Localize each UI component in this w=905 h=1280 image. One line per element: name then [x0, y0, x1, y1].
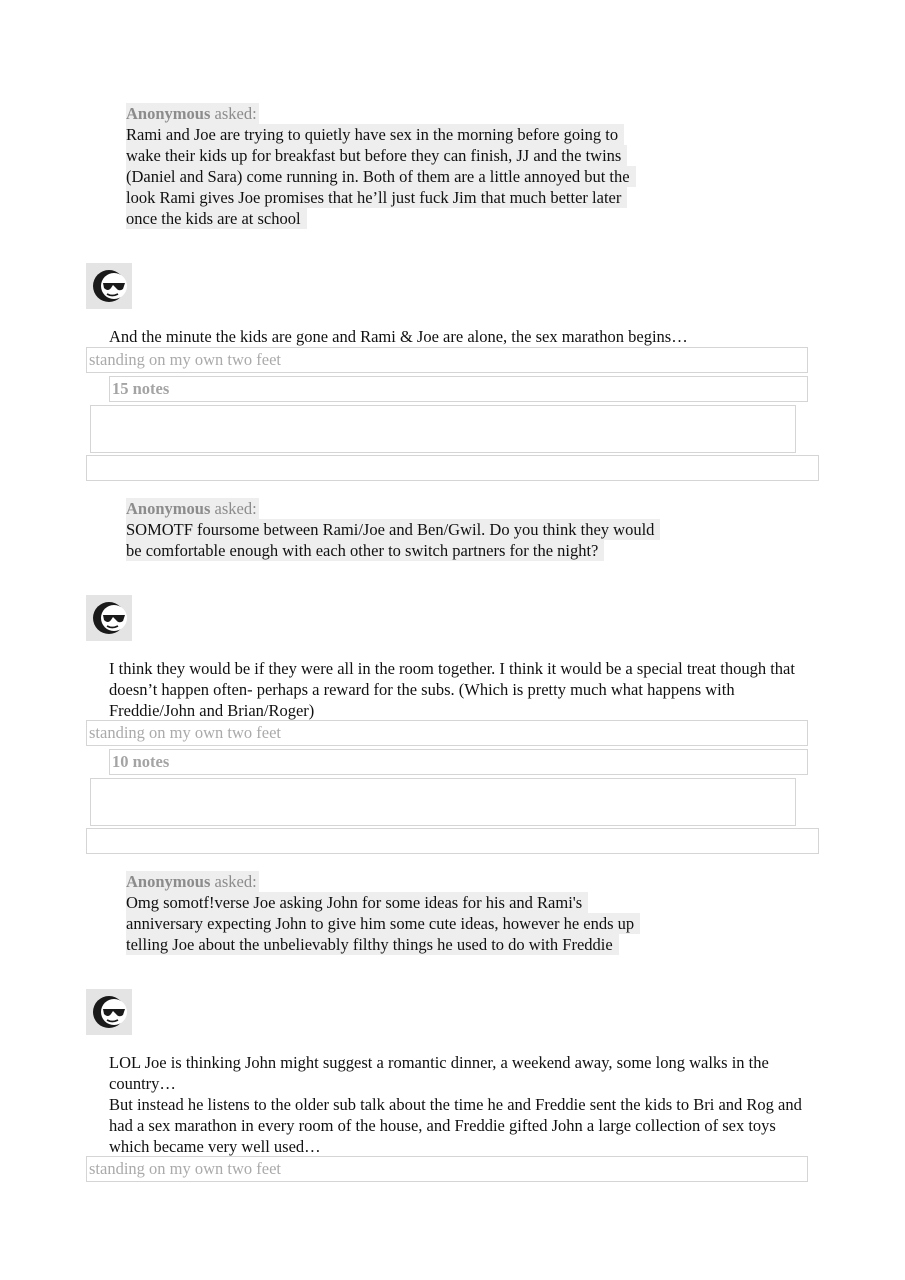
notes-count[interactable]: 15 notes: [109, 376, 808, 402]
avatar[interactable]: [86, 989, 132, 1035]
asker-name[interactable]: Anonymous: [126, 872, 211, 891]
question-line: anniversary expecting John to give him some cute ideas, however he ends up: [126, 913, 640, 934]
answer-paragraph: But instead he listens to the older sub talk about the time he and Freddie sent the kids to Bri and Rog and had a sex marathon in every room of the house, and Freddie gifted John a large collection of sex toys which became very well used…: [109, 1095, 802, 1156]
sunglasses-face-icon: [90, 267, 128, 305]
question-line: (Daniel and Sara) come running in. Both of them are a little annoyed but the: [126, 166, 636, 187]
question-line: be comfortable enough with each other to switch partners for the night?: [126, 540, 604, 561]
avatar[interactable]: [86, 263, 132, 309]
ask-block: [126, 103, 636, 229]
answer-text: [109, 1052, 804, 1157]
question-line: look Rami gives Joe promises that he’ll just fuck Jim that much better later: [126, 187, 627, 208]
asker-label: Anonymous asked:: [126, 104, 257, 123]
asker-label: Anonymous asked:: [126, 872, 257, 891]
asker-label: Anonymous asked:: [126, 499, 257, 518]
post-footer: [86, 455, 819, 481]
reblog-panel: [90, 778, 796, 826]
sunglasses-face-icon: [90, 993, 128, 1031]
answer-paragraph: LOL Joe is thinking John might suggest a romantic dinner, a weekend away, some long walks in the country…: [109, 1053, 769, 1093]
post-footer: [86, 828, 819, 854]
asker-name[interactable]: Anonymous: [126, 104, 211, 123]
source-link[interactable]: standing on my own two feet: [86, 720, 808, 746]
ask-block: [126, 871, 640, 955]
answer-text: [109, 658, 799, 721]
question-line: SOMOTF foursome between Rami/Joe and Ben/Gwil. Do you think they would: [126, 519, 660, 540]
question-line: telling Joe about the unbelievably filthy things he used to do with Freddie: [126, 934, 619, 955]
answer-paragraph: I think they would be if they were all in the room together. I think it would be a special treat though that doesn’t happen often- perhaps a reward for the subs. (Which is pretty much what happens with Freddie/John and Brian/Roger): [109, 659, 795, 720]
asker-name[interactable]: Anonymous: [126, 499, 211, 518]
notes-count[interactable]: 10 notes: [109, 749, 808, 775]
avatar[interactable]: [86, 595, 132, 641]
question-line: Rami and Joe are trying to quietly have sex in the morning before going to: [126, 124, 624, 145]
question-line: wake their kids up for breakfast but before they can finish, JJ and the twins: [126, 145, 627, 166]
source-link[interactable]: standing on my own two feet: [86, 1156, 808, 1182]
question-line: Omg somotf!verse Joe asking John for some ideas for his and Rami's: [126, 892, 588, 913]
reblog-panel: [90, 405, 796, 453]
answer-text: [109, 326, 809, 347]
ask-block: [126, 498, 660, 561]
sunglasses-face-icon: [90, 599, 128, 637]
question-line: once the kids are at school: [126, 208, 307, 229]
answer-paragraph: And the minute the kids are gone and Rami & Joe are alone, the sex marathon begins…: [109, 327, 688, 346]
source-link[interactable]: standing on my own two feet: [86, 347, 808, 373]
